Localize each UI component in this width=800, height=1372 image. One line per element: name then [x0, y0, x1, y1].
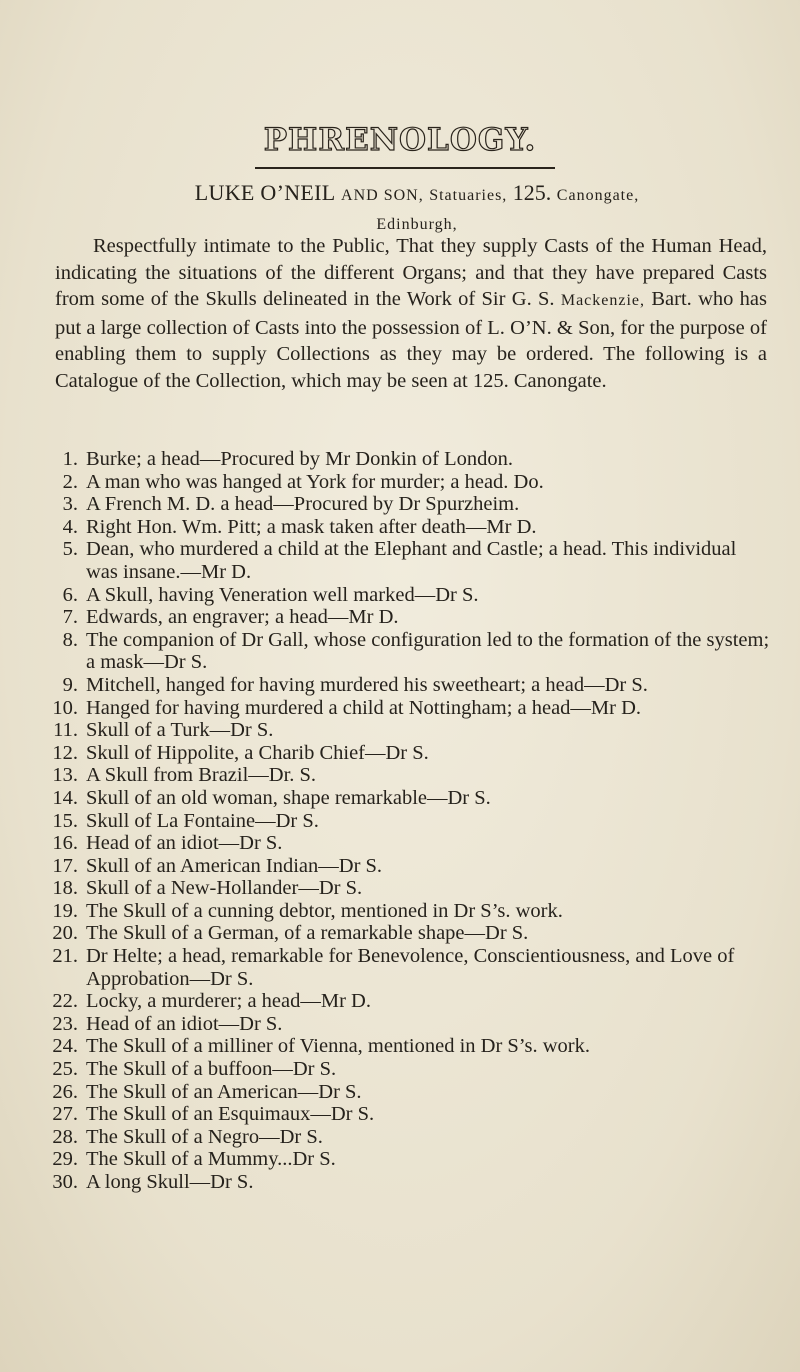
entry-number: 6.: [62, 583, 78, 606]
catalogue-entry: [28, 697, 773, 720]
entry-text: Skull of a New-Hollander—Dr S.: [86, 877, 363, 900]
entry-number: 17.: [52, 854, 78, 877]
entry-text: Head of an idiot—Dr S.: [86, 832, 283, 855]
firm-street: Canongate,: [556, 187, 640, 204]
entry-text: A French M. D. a head—Procured by Dr Spurzheim.: [86, 493, 520, 516]
catalogue-entry: [28, 922, 773, 945]
entry-number: 14.: [52, 786, 78, 809]
catalogue-entry: [28, 832, 773, 855]
entry-number: 28.: [52, 1125, 78, 1148]
catalogue-entry: [28, 719, 773, 742]
entry-text: The Skull of a buffoon—Dr S.: [86, 1058, 337, 1081]
catalogue-entry: [28, 1013, 773, 1036]
entry-text: Skull of a Turk—Dr S.: [86, 719, 274, 742]
catalogue-entry: [28, 990, 773, 1013]
entry-text: Right Hon. Wm. Pitt; a mask taken after death—Mr D.: [86, 515, 537, 538]
entry-text: Burke; a head—Procured by Mr Donkin of London.: [86, 448, 513, 470]
catalogue-entry: [28, 584, 773, 607]
catalogue-entry: [28, 1081, 773, 1104]
catalogue-entry: [28, 448, 773, 471]
entry-text: The Skull of a milliner of Vienna, mentioned in Dr S’s. work.: [86, 1035, 590, 1058]
entry-text: Edwards, an engraver; a head—Mr D.: [86, 606, 399, 629]
entry-number: 5.: [62, 538, 78, 561]
title-rule: [255, 167, 555, 169]
entry-number: 1.: [62, 448, 78, 470]
entry-number: 16.: [52, 832, 78, 855]
catalogue-entry: [28, 471, 773, 494]
entry-number: 21.: [52, 945, 78, 968]
catalogue-entry: [28, 674, 773, 697]
entry-text: Locky, a murderer; a head—Mr D.: [86, 990, 371, 1013]
catalogue-entry: [28, 742, 773, 765]
firm-name: LUKE O’NEIL: [194, 180, 336, 205]
entry-number: 27.: [52, 1103, 78, 1126]
entry-number: 9.: [62, 673, 78, 696]
entry-text: The companion of Dr Gall, whose configuration led to the formation of the system; a mask—Dr S.: [86, 628, 770, 674]
firm-and-son: AND SON,: [341, 187, 424, 204]
entry-text: A long Skull—Dr S.: [86, 1171, 254, 1193]
entry-text: The Skull of a cunning debtor, mentioned in Dr S’s. work.: [86, 899, 563, 922]
entry-number: 8.: [62, 628, 78, 651]
entry-text: The Skull of a Negro—Dr S.: [86, 1125, 323, 1148]
entry-number: 4.: [62, 515, 78, 538]
entry-number: 3.: [62, 493, 78, 516]
entry-text: The Skull of a Mummy...Dr S.: [86, 1148, 336, 1171]
catalogue-entry: [28, 516, 773, 539]
firm-address-number: 125.: [512, 180, 552, 205]
catalogue-entry: [28, 1035, 773, 1058]
catalogue-entry: [28, 1148, 773, 1171]
firm-city: Edinburgh,: [376, 216, 458, 233]
firm-header: [62, 180, 772, 238]
entry-text: Hanged for having murdered a child at Nottingham; a head—Mr D.: [86, 696, 642, 719]
catalogue-entry: [28, 1126, 773, 1149]
entry-number: 26.: [52, 1080, 78, 1103]
catalogue-entry: [28, 945, 773, 990]
entry-number: 13.: [52, 764, 78, 787]
entry-text: Mitchell, hanged for having murdered his sweetheart; a head—Dr S.: [86, 673, 648, 696]
entry-number: 2.: [62, 470, 78, 493]
entry-number: 10.: [52, 696, 78, 719]
entry-number: 15.: [52, 809, 78, 832]
entry-number: 19.: [52, 899, 78, 922]
entry-number: 18.: [52, 877, 78, 900]
entry-text: The Skull of an American—Dr S.: [86, 1080, 362, 1103]
intro-text-2: Bart. who has put a large collection of Casts into the possession of L. O’N. & Son, for the purpose of enabling them to supply Collections as they may be ordered. The following is a Catalogue of the Collection, which may be seen at 125. Canongate.: [55, 288, 768, 392]
catalogue-entry: [28, 629, 773, 674]
entry-number: 23.: [52, 1012, 78, 1035]
entry-number: 12.: [52, 741, 78, 764]
intro-mackenzie: Mackenzie,: [560, 292, 646, 309]
entry-text: Head of an idiot—Dr S.: [86, 1012, 283, 1035]
catalogue-entry: [28, 1103, 773, 1126]
entry-number: 20.: [52, 922, 78, 945]
catalogue-entry: [28, 764, 773, 787]
entry-text: Skull of an old woman, shape remarkable—Dr S.: [86, 786, 491, 809]
entry-text: Skull of Hippolite, a Charib Chief—Dr S.: [86, 741, 429, 764]
catalogue-entry: [28, 787, 773, 810]
catalogue-entry: [28, 1058, 773, 1081]
intro-text-1: Respectfully intimate to the Public, That they supply Casts of the Human Head, indicating the situations of the different Organs; and that they have prepared Casts from some of the Skulls delineated in the Work of Sir G. S.: [55, 235, 767, 310]
catalogue-entry: [28, 538, 773, 583]
catalogue-list: [28, 448, 773, 1194]
entry-number: 30.: [52, 1171, 78, 1193]
entry-text: A Skull, having Veneration well marked—Dr S.: [86, 583, 479, 606]
entry-text: Skull of La Fontaine—Dr S.: [86, 809, 319, 832]
entry-text: A man who was hanged at York for murder; a head. Do.: [86, 470, 544, 493]
entry-text: A Skull from Brazil—Dr. S.: [86, 764, 317, 787]
catalogue-entry: [28, 855, 773, 878]
firm-trade: Statuaries,: [429, 187, 508, 204]
catalogue-entry: [28, 1171, 773, 1194]
entry-number: 7.: [62, 606, 78, 629]
entry-number: 25.: [52, 1058, 78, 1081]
page-title: PHRENOLOGY.: [263, 122, 537, 158]
entry-number: 11.: [53, 719, 78, 742]
entry-number: 24.: [52, 1035, 78, 1058]
entry-text: Skull of an American Indian—Dr S.: [86, 854, 383, 877]
catalogue-entry: [28, 900, 773, 923]
entry-text: The Skull of an Esquimaux—Dr S.: [86, 1103, 375, 1126]
catalogue-entry: [28, 810, 773, 833]
catalogue-entry: [28, 877, 773, 900]
entry-number: 29.: [52, 1148, 78, 1171]
entry-text: Dr Helte; a head, remarkable for Benevolence, Conscientiousness, and Love of Approbation—Dr S.: [86, 945, 735, 990]
catalogue-entry: [28, 606, 773, 629]
intro-paragraph: [55, 233, 767, 394]
entry-text: The Skull of a German, of a remarkable shape—Dr S.: [86, 922, 529, 945]
catalogue-entry: [28, 493, 773, 516]
entry-number: 22.: [52, 990, 78, 1013]
entry-text: Dean, who murdered a child at the Elephant and Castle; a head. This individual was insane.—Mr D.: [86, 538, 737, 583]
